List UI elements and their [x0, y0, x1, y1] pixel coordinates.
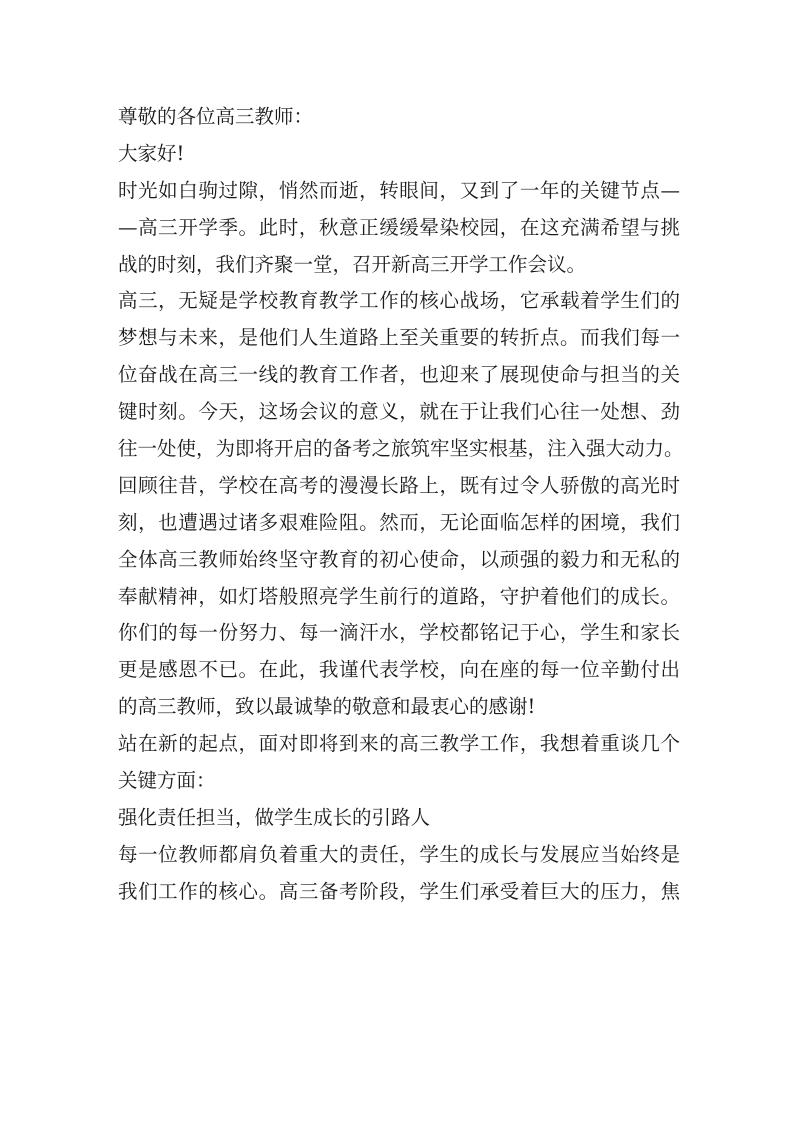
text-line: 的高三教师，致以最诚挚的敬意和最衷心的感谢!: [118, 695, 536, 719]
text-line: 回顾往昔，学校在高考的漫漫长路上，既有过令人骄傲的高光时: [118, 473, 680, 497]
text-line: 更是感恩不已。在此，我谨代表学校，向在座的每一位辛勤付出: [118, 658, 680, 682]
text-line: 刻，也遭遇过诸多艰难险阻。然而，无论面临怎样的困境，我们: [118, 510, 680, 534]
text-line: 强化责任担当，做学生成长的引路人: [118, 805, 431, 829]
text-line: 关键方面：: [118, 769, 216, 793]
text-line: 键时刻。今天，这场会议的意义，就在于让我们心往一处想、劲: [118, 400, 680, 424]
text-line: 时光如白驹过隙，悄然而逝，转眼间，又到了一年的关键节点—: [118, 178, 680, 202]
text-line: —高三开学季。此时，秋意正缓缓晕染校园，在这充满希望与挑: [118, 215, 680, 239]
text-line: 每一位教师都肩负着重大的责任，学生的成长与发展应当始终是: [118, 842, 680, 866]
text-line: 你们的每一份努力、每一滴汗水，学校都铭记于心，学生和家长: [118, 621, 680, 645]
text-line: 梦想与未来，是他们人生道路上至关重要的转折点。而我们每一: [118, 326, 680, 350]
text-line: 奉献精神，如灯塔般照亮学生前行的道路，守护着他们的成长。: [118, 584, 680, 608]
text-line: 全体高三教师始终坚守教育的初心使命，以顽强的毅力和无私的: [118, 547, 680, 571]
text-line: 站在新的起点，面对即将到来的高三教学工作，我想着重谈几个: [118, 732, 680, 756]
document-body: [118, 99, 684, 911]
text-line: 尊敬的各位高三教师：: [118, 105, 314, 128]
text-line: 我们工作的核心。高三备考阶段，学生们承受着巨大的压力，焦: [118, 879, 680, 903]
text-line: 往一处使，为即将开启的备考之旅筑牢坚实根基，注入强大动力。: [118, 437, 684, 461]
text-line: 大家好!: [118, 141, 185, 165]
text-line: 高三，无疑是学校教育教学工作的核心战场，它承载着学生们的: [118, 289, 680, 313]
text-line: 战的时刻，我们齐聚一堂，召开新高三开学工作会议。: [118, 252, 587, 276]
text-line: 位奋战在高三一线的教育工作者，也迎来了展现使命与担当的关: [118, 363, 680, 387]
